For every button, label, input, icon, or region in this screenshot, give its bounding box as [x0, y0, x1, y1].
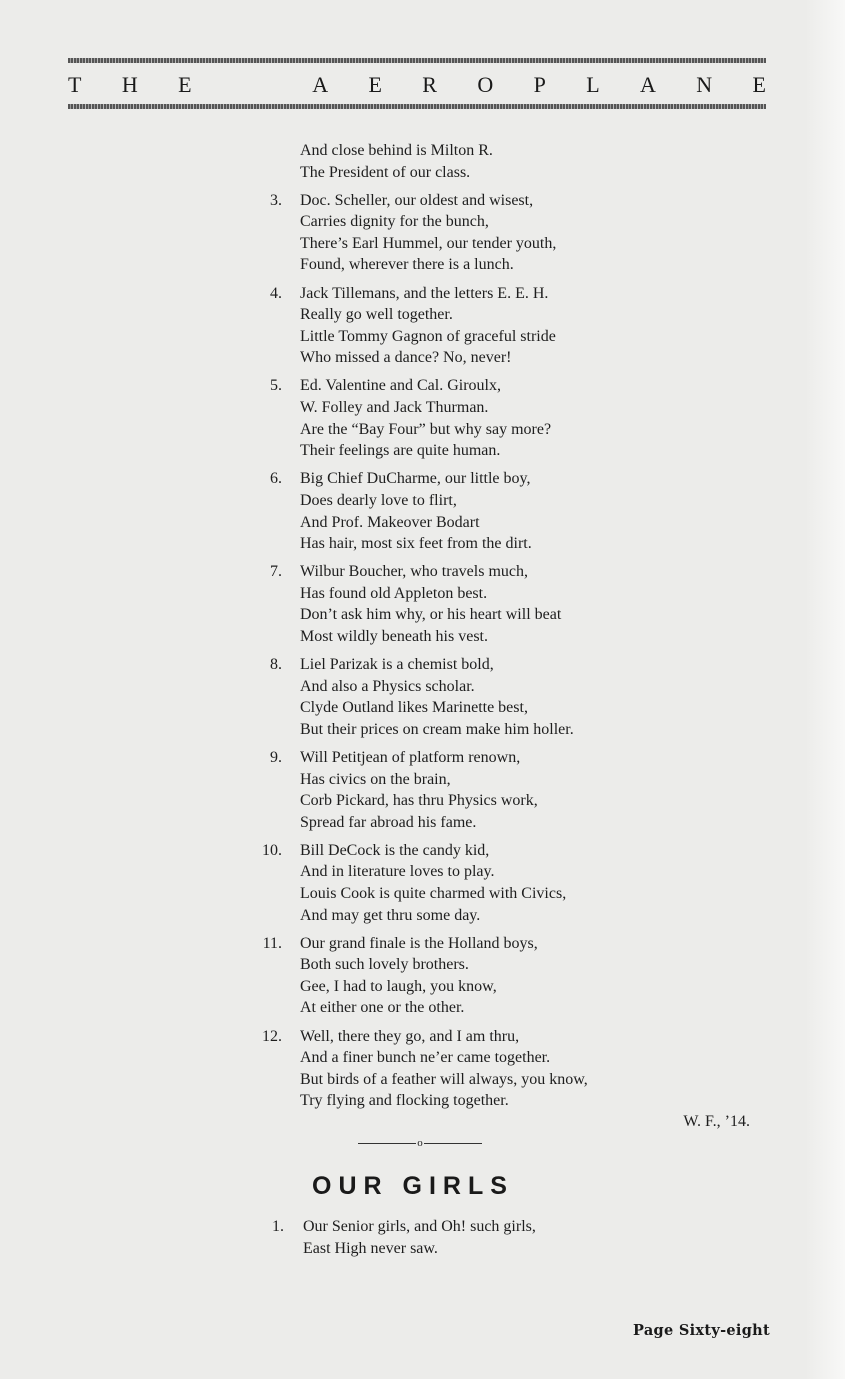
- poem-line: Doc. Scheller, our oldest and wisest,: [300, 191, 534, 209]
- poem-body-our-girls: [250, 1216, 770, 1266]
- poem-line: East High never saw.: [303, 1239, 438, 1257]
- poem-line: Our Senior girls, and Oh! such girls,: [303, 1218, 536, 1235]
- poem-line: Gee, I had to laugh, you know,: [300, 977, 497, 995]
- stanza-number: 6.: [270, 470, 282, 488]
- running-header: [68, 70, 766, 100]
- stanza-number: 11.: [262, 934, 282, 952]
- poem-line: Little Tommy Gagnon of graceful stride: [300, 327, 556, 345]
- poem-line: Jack Tillemans, and the letters E. E. H.: [300, 284, 549, 302]
- poem-line: Corb Pickard, has thru Physics work,: [300, 792, 538, 810]
- divider-ornament: o: [417, 1136, 423, 1149]
- poem-line: And Prof. Makeover Bodart: [300, 513, 480, 531]
- poem-line: Our grand finale is the Holland boys,: [300, 934, 538, 952]
- header-rule-top: [68, 58, 766, 63]
- poem-line: Ed. Valentine and Cal. Giroulx,: [300, 377, 501, 395]
- poem-line: At either one or the other.: [300, 999, 465, 1017]
- stanza: [250, 140, 770, 183]
- stanza: [250, 468, 770, 554]
- header-letter: T: [68, 72, 82, 97]
- poem-line: Carries dignity for the bunch,: [300, 213, 489, 231]
- stanza: [250, 933, 770, 1019]
- poem-line: W. Folley and Jack Thurman.: [300, 399, 489, 417]
- poem-line: Liel Parizak is a chemist bold,: [300, 656, 494, 674]
- poem-line: Big Chief DuCharme, our little boy,: [300, 470, 531, 488]
- poem-line: Found, wherever there is a lunch.: [300, 256, 514, 274]
- poem-line: And in literature loves to play.: [300, 863, 495, 881]
- poem-line: Louis Cook is quite charmed with Civics,: [300, 885, 567, 902]
- poem-line: There’s Earl Hummel, our tender youth,: [300, 234, 557, 252]
- poem-line: But their prices on cream make him holler.: [300, 720, 574, 738]
- stanza-number: 1.: [272, 1218, 284, 1235]
- stanza: [250, 747, 770, 833]
- header-letter: L: [586, 72, 600, 97]
- stanza: [250, 190, 770, 276]
- poem-line: The President of our class.: [300, 163, 471, 181]
- poem-line: And may get thru some day.: [300, 906, 481, 924]
- header-letter: E: [368, 72, 382, 97]
- poem-line: And a finer bunch ne’er came together.: [300, 1049, 551, 1067]
- stanza: [250, 375, 770, 461]
- poem-line: Wilbur Boucher, who travels much,: [300, 563, 528, 581]
- stanza-number: 8.: [270, 656, 282, 674]
- stanza-number: 3.: [270, 191, 282, 209]
- section-divider: [358, 1135, 482, 1151]
- header-letter: O: [477, 72, 494, 97]
- poem-line: Who missed a dance? No, never!: [300, 349, 512, 367]
- poem-line: Has found old Appleton best.: [300, 584, 488, 602]
- stanza: [250, 561, 770, 647]
- header-letter: A: [312, 72, 329, 97]
- poem-line: Has hair, most six feet from the dirt.: [300, 535, 532, 553]
- poem-line: Both such lovely brothers.: [300, 956, 469, 974]
- stanza: [250, 840, 770, 926]
- poem-line: And close behind is Milton R.: [300, 142, 493, 159]
- poem-line: Their feelings are quite human.: [300, 442, 501, 460]
- stanza-number: 4.: [270, 284, 282, 302]
- stanza: [250, 283, 770, 369]
- author-signature: W. F., ’14.: [683, 1113, 750, 1130]
- poem-line: Well, there they go, and I am thru,: [300, 1027, 520, 1045]
- header-letter: N: [696, 72, 713, 97]
- stanza-number: 9.: [270, 748, 282, 766]
- poem-line: Will Petitjean of platform renown,: [300, 748, 521, 766]
- poem-line: And also a Physics scholar.: [300, 677, 475, 695]
- poem-line: But birds of a feather will always, you know,: [300, 1070, 588, 1088]
- header-rule-bottom: [68, 104, 766, 109]
- poem-line: Are the “Bay Four” but why say more?: [300, 420, 552, 438]
- page-edge: [805, 0, 845, 1379]
- header-letter: R: [422, 72, 437, 97]
- header-letter: H: [121, 72, 138, 97]
- page-number: Page Sixty-eight: [633, 1322, 770, 1339]
- stanza-number: 12.: [262, 1027, 282, 1045]
- poem-line: Really go well together.: [300, 306, 453, 324]
- stanza-number: 5.: [270, 377, 282, 395]
- header-letter: E: [178, 72, 192, 97]
- stanza: [250, 1216, 770, 1259]
- stanza: [250, 1026, 770, 1112]
- stanza-number: 7.: [270, 563, 282, 581]
- stanza-number: 10.: [262, 841, 282, 859]
- poem-body: [250, 140, 770, 1118]
- header-letter: E: [752, 72, 766, 97]
- header-letter: A: [640, 72, 656, 97]
- section-title: OUR GIRLS: [312, 1172, 514, 1200]
- poem-line: Has civics on the brain,: [300, 770, 451, 788]
- poem-line: Try flying and flocking together.: [300, 1092, 509, 1110]
- header-letter: P: [533, 72, 546, 97]
- poem-line: Spread far abroad his fame.: [300, 813, 477, 831]
- poem-line: Don’t ask him why, or his heart will beat: [300, 606, 562, 624]
- poem-line: Bill DeCock is the candy kid,: [300, 841, 490, 859]
- poem-line: Most wildly beneath his vest.: [300, 627, 488, 645]
- poem-line: Clyde Outland likes Marinette best,: [300, 699, 528, 717]
- poem-line: Does dearly love to flirt,: [300, 491, 457, 509]
- stanza: [250, 654, 770, 740]
